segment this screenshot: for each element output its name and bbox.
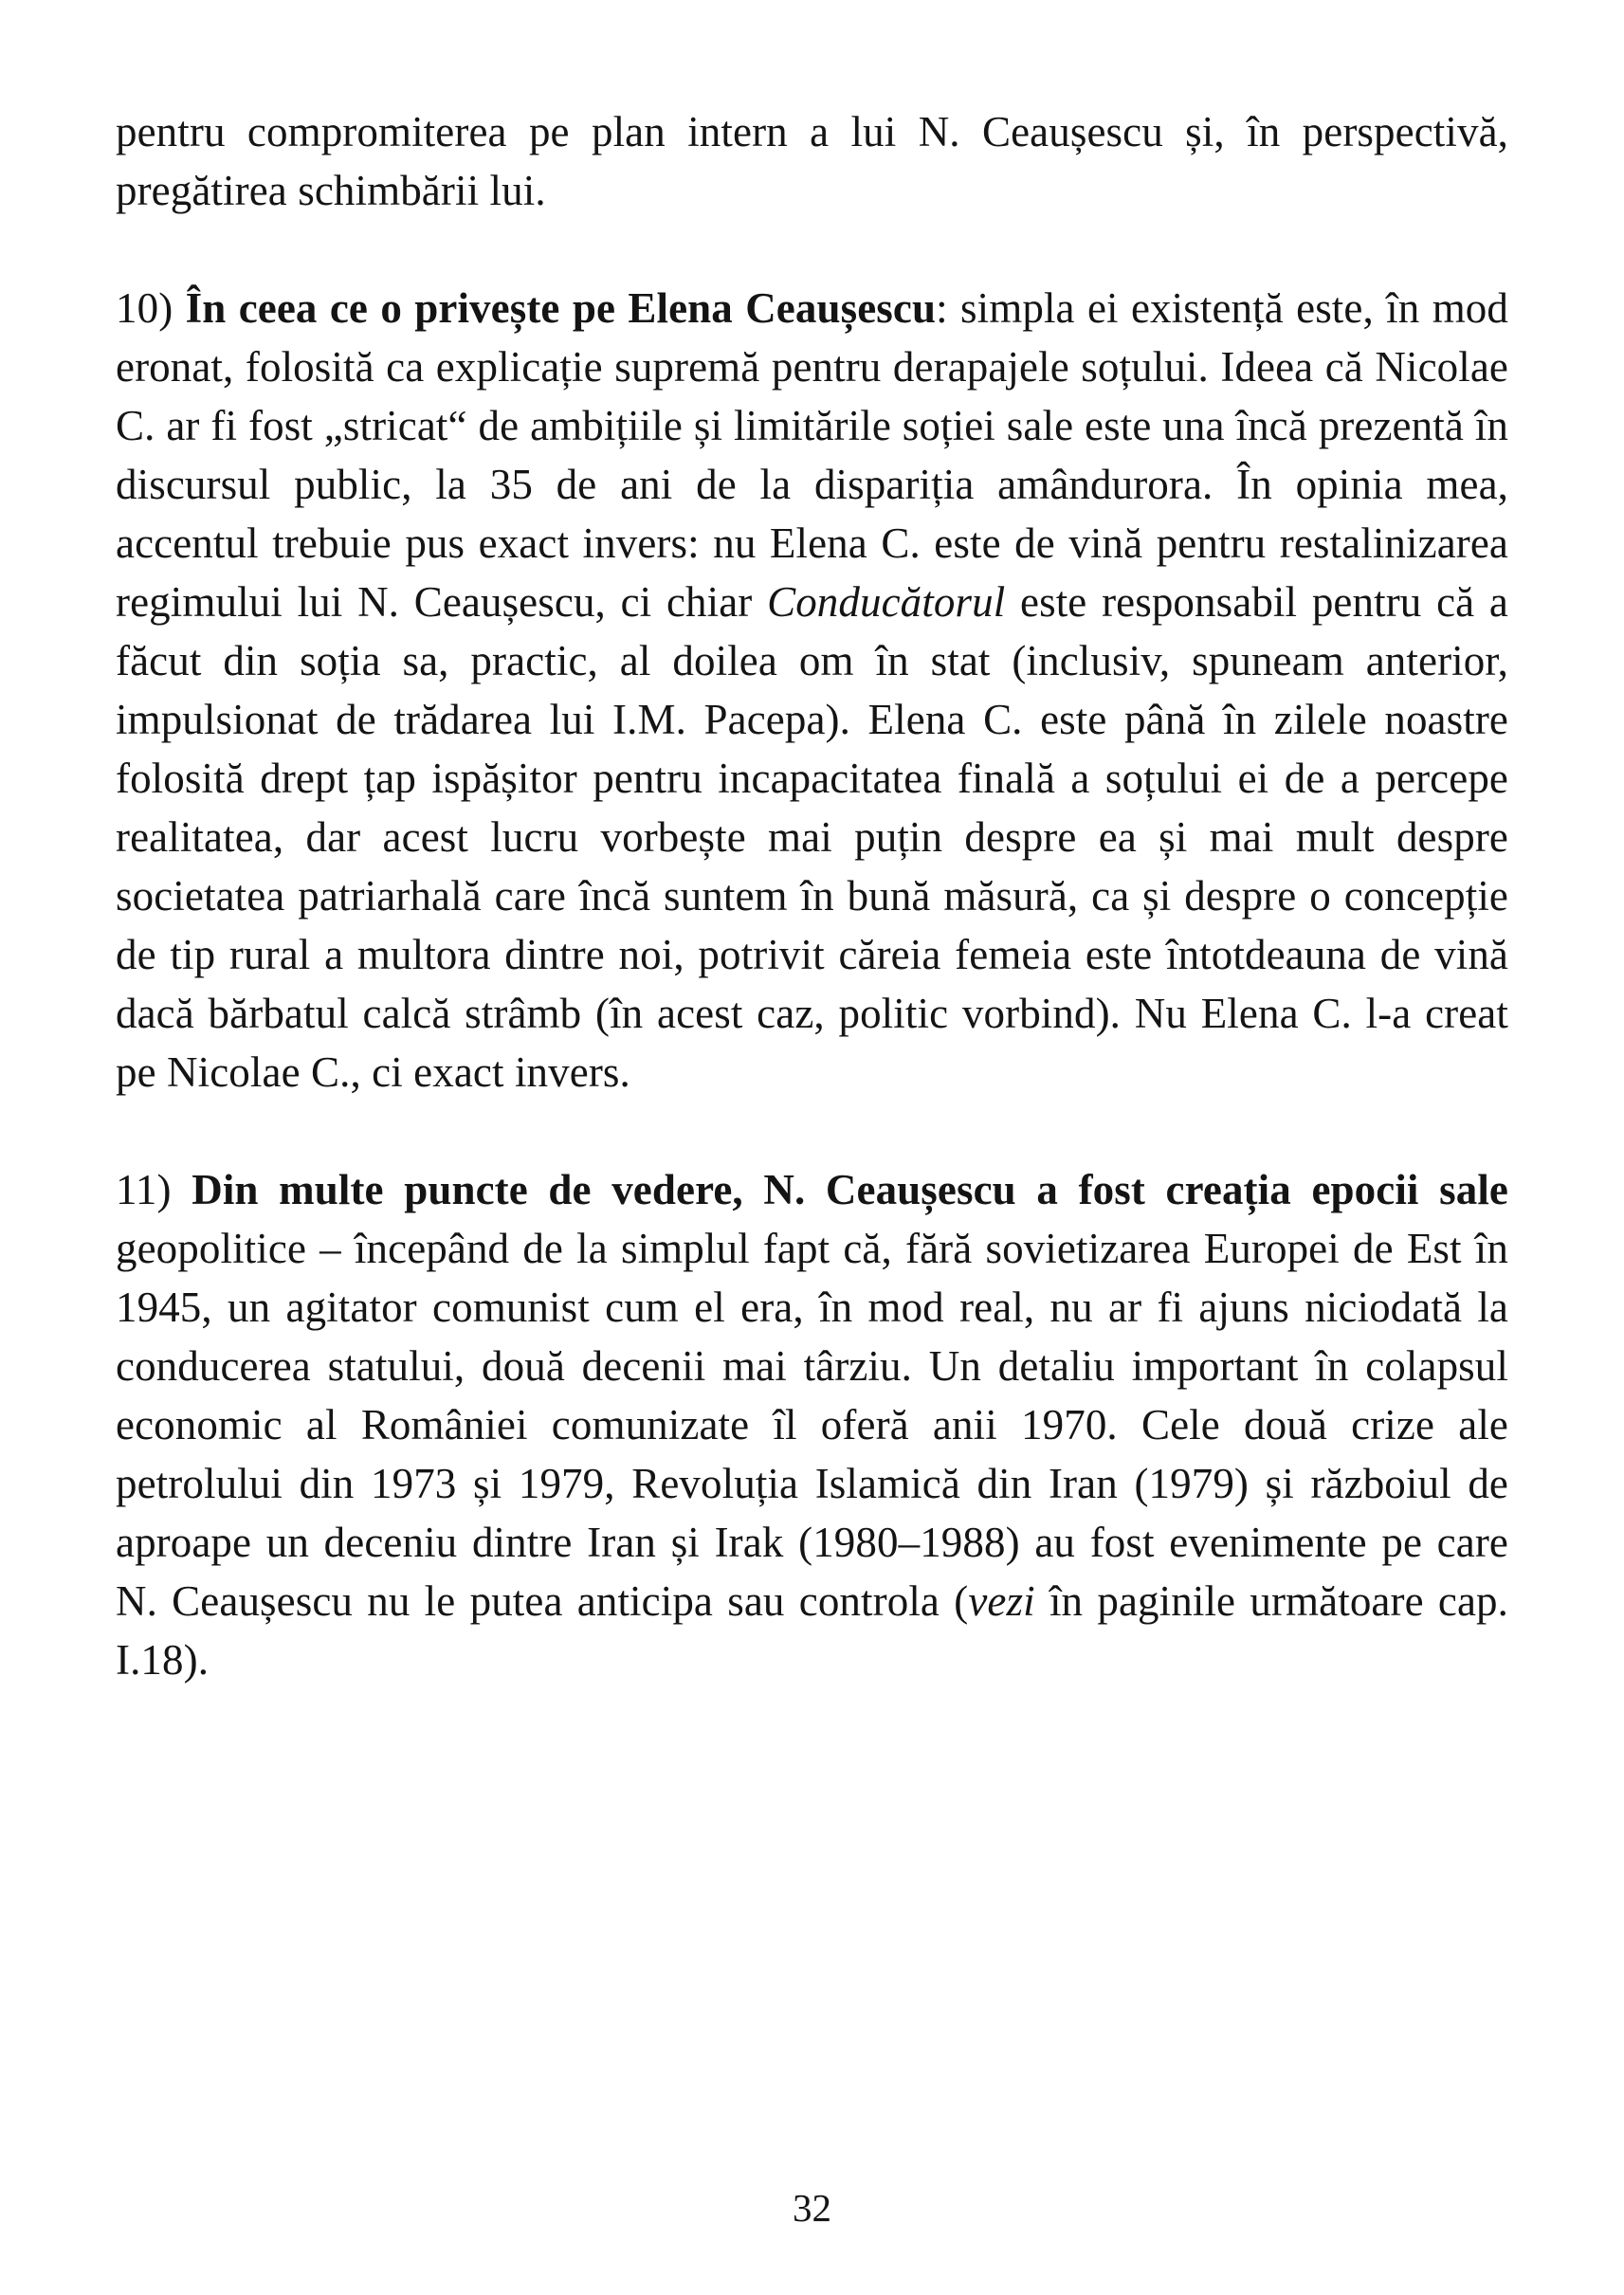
paragraph-item-11: 11) Din multe puncte de vedere, N. Ceaușescu a fost creația epocii sale geopolitice – începând de la simplul fapt că, fără sovietizarea Europei de Est în 1945, un agitator comunist cum el era, în mod real, nu ar fi ajuns niciodată la conducerea statului, două decenii mai târziu. Un detaliu important în colapsul economic al României comunizate îl oferă anii 1970. Cele două crize ale petrolului din 1973 și 1979, Revoluția Islamică din Iran (1979) și războiul de aproape un deceniu dintre Iran și Irak (1980–1988) au fost evenimente pe care N. Ceaușescu nu le putea anticipa sau controla (vezi în paginile următoare cap. I.18). bbox=[116, 1166, 1509, 1684]
page-number: 32 bbox=[793, 2186, 831, 2230]
paragraph-item-10: 10) În ceea ce o privește pe Elena Ceaușescu: simpla ei existență este, în mod eronat, folosită ca explicație supremă pentru derapajele soțului. Ideea că Nicolae C. ar fi fost „stricat“ de ambițiile și limitările soției sale este una încă prezentă în discursul public, la 35 de ani de la dispariția amândurora. În opinia mea, accentul trebuie pus exact invers: nu Elena C. este de vină pentru restalinizarea regimului lui N. Ceaușescu, ci chiar Conducătorul este responsabil pentru că a făcut din soția sa, practic, al doilea om în stat (inclusiv, spuneam anterior, impulsionat de trădarea lui I.M. Pacepa). Elena C. este până în zilele noastre folosită drept țap ispășitor pentru incapacitatea finală a soțului ei de a percepe realitatea, dar acest lucru vorbește mai puțin despre ea și mai mult despre societatea patriarhală care încă suntem în bună măsură, ca și despre o concepție de tip rural a multora dintre noi, potrivit căreia femeia este întotdeauna de vină dacă bărbatul calcă strâmb (în acest caz, politic vorbind). Nu Elena C. l-a creat pe Nicolae C., ci exact invers. bbox=[116, 284, 1508, 1096]
body-text bbox=[116, 102, 1508, 1689]
paragraph-continuation: pentru compromiterea pe plan intern a lui N. Ceaușescu și, în perspectivă, pregătirea schimbării lui. bbox=[116, 108, 1508, 214]
